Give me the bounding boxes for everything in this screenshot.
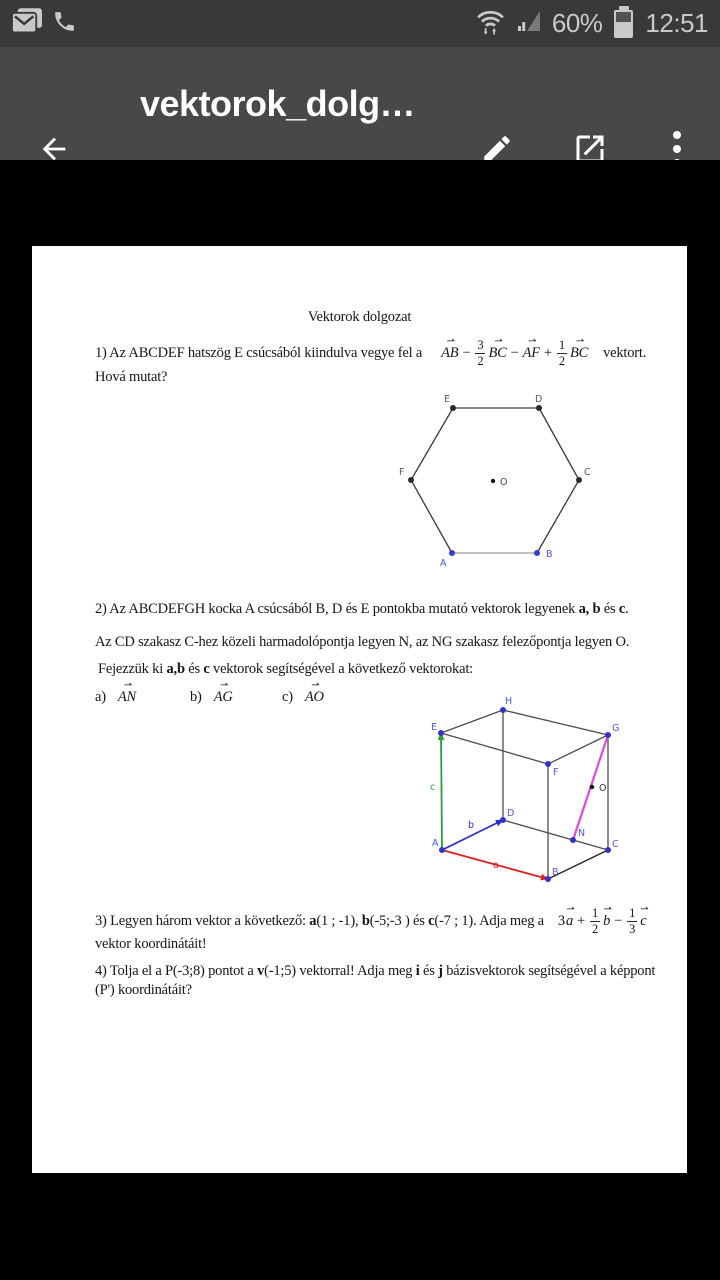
status-bar-right: [475, 7, 708, 40]
svg-text:c: c: [430, 782, 436, 793]
worksheet-title: Vektorok dolgozat: [307, 309, 412, 325]
svg-text:a: a: [493, 860, 499, 871]
document-page: [32, 246, 687, 1173]
subitem-b: b) ⇀ AG: [190, 680, 233, 705]
svg-text:F: F: [399, 467, 405, 478]
svg-text:D: D: [535, 394, 543, 405]
battery-icon: [614, 10, 633, 38]
wifi-icon: [475, 7, 506, 40]
problem-1-text: 1) Az ABCDEF hatszög E csúcsából kiindulva vegye fel a: [95, 344, 423, 361]
svg-text:O: O: [500, 477, 508, 488]
document-title-bar: vektorok_dolg…: [140, 82, 416, 124]
svg-text:A: A: [432, 838, 439, 849]
app-toolbar: [0, 47, 720, 160]
problem-1-line-1: [95, 333, 646, 373]
subitem-c: c) ⇀ AO: [282, 680, 324, 705]
problem-1-line-2: Hová mutat?: [95, 369, 168, 385]
svg-text:C: C: [612, 839, 619, 850]
svg-text:D: D: [507, 808, 515, 819]
svg-text:O: O: [599, 783, 607, 794]
svg-text:C: C: [584, 467, 591, 478]
problem-4-line-1: 4) Tolja el a P(-3;8) pontot a v(-1;5) vektorral! Adja meg i és j bázisvektorok segítségével a képpont: [95, 963, 656, 979]
svg-text:N: N: [578, 828, 585, 839]
problem-3-line-2: vektor koordinátáit!: [95, 936, 207, 952]
svg-text:B: B: [546, 549, 553, 560]
status-bar: [0, 0, 720, 47]
svg-text:G: G: [612, 723, 620, 734]
clock: 12:51: [645, 8, 708, 38]
problem-3-line-1: [95, 903, 647, 939]
svg-text:B: B: [552, 867, 559, 878]
svg-text:b: b: [468, 820, 474, 831]
problem-2-line-2: Az CD szakasz C-hez közeli harmadolópontja legyen N, az NG szakasz felezőpontja legyen O.: [95, 634, 630, 650]
email-icon: [12, 8, 42, 40]
problem-2-line-3: Fejezzük ki a,b és c vektorok segítségével a következő vektorokat:: [98, 661, 473, 677]
svg-text:E: E: [431, 722, 437, 733]
signal-icon: [516, 8, 542, 39]
hexagon-figure: [392, 391, 622, 571]
problem-1-formula: ⇀ AB − $\frac{3}{2}$ ⇀ BC − ⇀ AF + $\frac{1}{2}$ ⇀ BC: [441, 335, 589, 368]
svg-text:A: A: [440, 558, 447, 569]
phone-icon: [52, 9, 77, 39]
status-bar-left: [12, 8, 77, 40]
problem-4-line-2: (P') koordinátáit?: [95, 982, 192, 998]
svg-text:F: F: [553, 767, 559, 778]
problem-3-text: 3) Legyen három vektor a következő: a(1 ; -1), b(-5;-3 ) és c(-7 ; 1). Adja meg a: [95, 912, 544, 929]
problem-2-line-1: 2) Az ABCDEFGH kocka A csúcsából B, D és E pontokba mutató vektorok legyenek a, b és c.: [95, 601, 629, 617]
svg-text:H: H: [505, 696, 512, 707]
svg-text:E: E: [444, 394, 450, 405]
problem-3-formula: 3 ⇀ a + $\frac{1}{2}$ ⇀ b − $\frac{1}{3}$ ⇀ c: [557, 903, 649, 936]
cube-figure: [425, 690, 635, 900]
problem-1-suffix: vektort.: [603, 344, 647, 361]
subitem-a: a) ⇀ AN: [95, 680, 137, 705]
battery-percent: 60%: [551, 8, 603, 38]
